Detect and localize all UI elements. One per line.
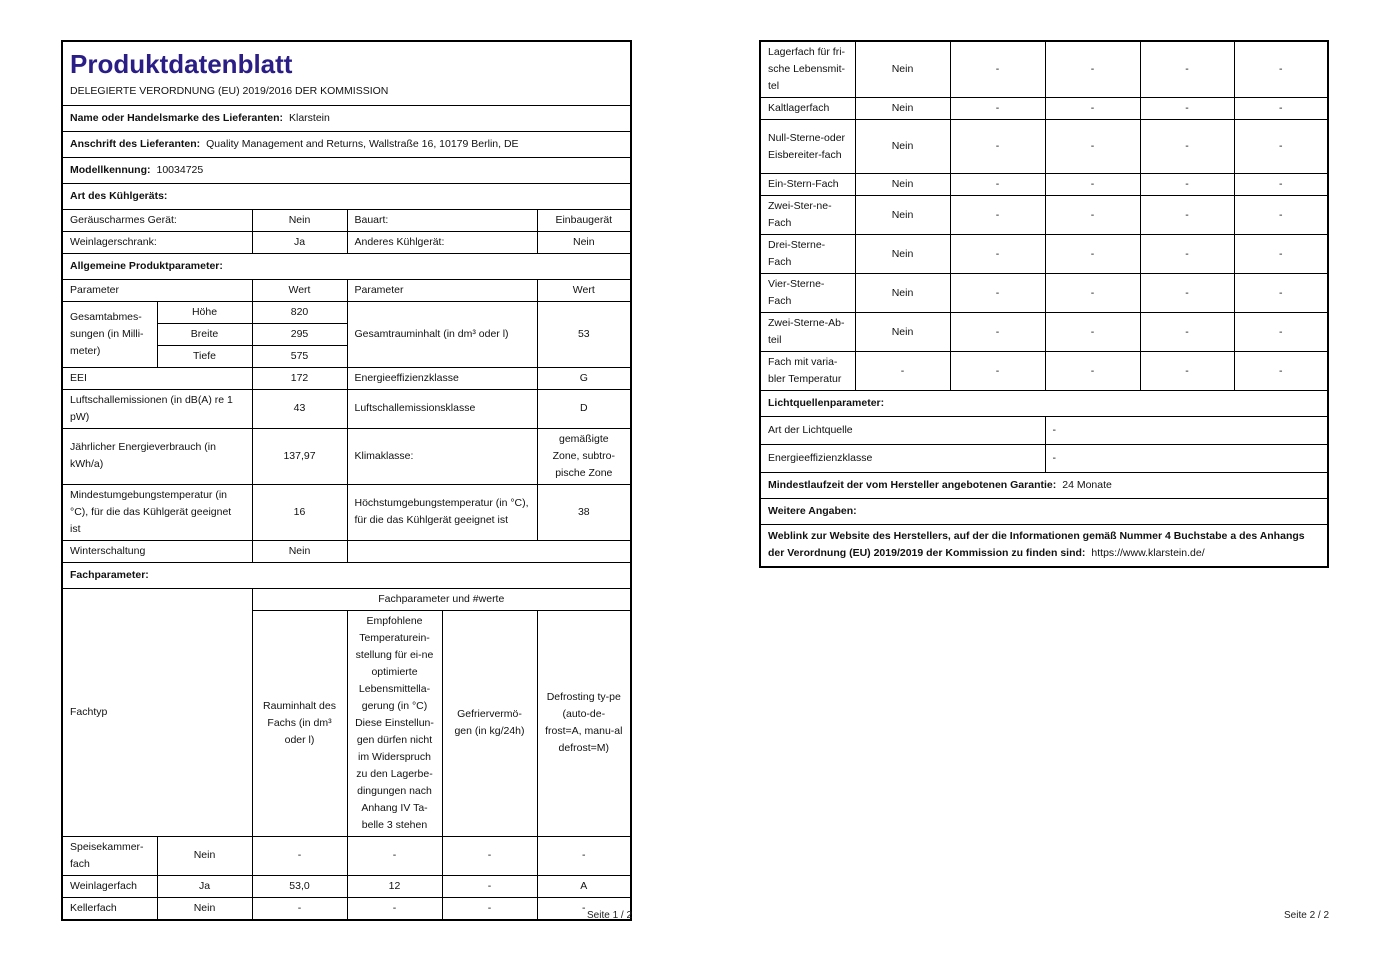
compartment-present: Nein bbox=[855, 313, 950, 352]
max-temp-label: Höchstumgebungstemperatur (in °C), für die das Kühlgerät geeignet ist bbox=[347, 484, 537, 540]
eei-value: 172 bbox=[252, 367, 347, 389]
light-class-value: - bbox=[1045, 445, 1328, 473]
page-2 bbox=[759, 40, 1329, 568]
compartment-temp: - bbox=[1045, 174, 1140, 196]
compartment-temp: - bbox=[347, 836, 442, 875]
comp-heading: Fachparameter: bbox=[62, 562, 631, 588]
compartment-name: Weinlagerfach bbox=[62, 875, 157, 897]
compartment-freeze: - bbox=[1140, 352, 1234, 391]
winter-empty bbox=[347, 540, 631, 562]
col-defrost-header: Defrosting ty-pe (auto-de-frost=A, manu-al defrost=M) bbox=[537, 610, 631, 836]
compartment-freeze: - bbox=[442, 875, 537, 897]
light-type-label: Art der Lichtquelle bbox=[760, 417, 1045, 445]
noise-class-value: D bbox=[537, 389, 631, 428]
eei-label: EEI bbox=[62, 367, 252, 389]
light-heading: Lichtquellenparameter: bbox=[760, 391, 1328, 417]
compartment-defrost: - bbox=[1234, 120, 1328, 174]
light-type-value: - bbox=[1045, 417, 1328, 445]
compartment-present: Nein bbox=[855, 120, 950, 174]
compartment-defrost: - bbox=[1234, 41, 1328, 98]
regulation-text: DELEGIERTE VERORDNUNG (EU) 2019/2016 DER KOMMISSION bbox=[70, 84, 389, 97]
compartment-name: Speisekammer-fach bbox=[62, 836, 157, 875]
compartment-defrost: A bbox=[537, 875, 631, 897]
product-data-table bbox=[61, 40, 632, 921]
address-value: Quality Management and Returns, Wallstraße 16, 10179 Berlin, DE bbox=[206, 137, 519, 150]
compartment-defrost: - bbox=[1234, 274, 1328, 313]
address-label: Anschrift des Lieferanten: bbox=[70, 137, 201, 150]
compartment-freeze: - bbox=[442, 897, 537, 920]
compartment-present: Nein bbox=[855, 41, 950, 98]
compartment-volume: - bbox=[950, 235, 1045, 274]
table-row bbox=[760, 274, 1328, 313]
compartment-name: Lagerfach für fri-sche Lebensmit-tel bbox=[760, 41, 855, 98]
depth-label: Tiefe bbox=[157, 345, 252, 367]
compartment-defrost: - bbox=[1234, 235, 1328, 274]
table-row bbox=[760, 352, 1328, 391]
further-heading: Weitere Angaben: bbox=[760, 499, 1328, 525]
height-label: Höhe bbox=[157, 301, 252, 323]
compartment-temp: - bbox=[1045, 352, 1140, 391]
depth-value: 575 bbox=[252, 345, 347, 367]
compartment-volume: - bbox=[950, 120, 1045, 174]
page-title: Produktdatenblatt bbox=[70, 48, 293, 79]
wine-label: Weinlagerschrank: bbox=[62, 231, 252, 253]
compartment-table-continued bbox=[759, 40, 1329, 568]
weblink-label: Weblink zur Website des Herstellers, auf der die Informationen gemäß Nummer 4 Buchstabe a des Anhangs der Verordnung (EU) 2019/2019 der Kommission zu finden sind: bbox=[768, 530, 1305, 560]
table-row bbox=[62, 875, 631, 897]
compartment-present: Ja bbox=[157, 875, 252, 897]
compartment-freeze: - bbox=[1140, 313, 1234, 352]
noise-value: 43 bbox=[252, 389, 347, 428]
compartment-freeze: - bbox=[1140, 120, 1234, 174]
supplier-value: Klarstein bbox=[289, 111, 330, 124]
weblink-value[interactable]: https://www.klarstein.de/ bbox=[1091, 547, 1205, 560]
dims-label: Gesamtabmes-sungen (in Milli-meter) bbox=[62, 301, 157, 367]
table-row bbox=[760, 196, 1328, 235]
min-temp-label: Mindestumgebungstemperatur (in °C), für die das Kühlgerät geeignet ist bbox=[62, 484, 252, 540]
compartment-defrost: - bbox=[1234, 174, 1328, 196]
compartment-name: Kaltlagerfach bbox=[760, 98, 855, 120]
volume-value: 53 bbox=[537, 301, 631, 367]
compartment-temp: - bbox=[1045, 120, 1140, 174]
compartment-temp: 12 bbox=[347, 875, 442, 897]
page-footer-1: Seite 1 / 2 bbox=[587, 910, 633, 921]
model-label: Modellkennung: bbox=[70, 163, 151, 176]
compartment-temp: - bbox=[1045, 98, 1140, 120]
compartment-freeze: - bbox=[442, 836, 537, 875]
supplier-row bbox=[62, 105, 631, 131]
table-row bbox=[760, 120, 1328, 174]
compartment-volume: - bbox=[950, 174, 1045, 196]
compartment-temp: - bbox=[1045, 313, 1140, 352]
compartment-present: Nein bbox=[855, 196, 950, 235]
table-row bbox=[62, 897, 631, 920]
col-volume-header: Rauminhalt des Fachs (in dm³ oder l) bbox=[252, 610, 347, 836]
compartment-present: Nein bbox=[855, 98, 950, 120]
table-row bbox=[760, 174, 1328, 196]
warranty-value: 24 Monate bbox=[1062, 479, 1112, 491]
compartment-defrost: - bbox=[1234, 352, 1328, 391]
compartment-present: Nein bbox=[855, 274, 950, 313]
energy-class-label: Energieeffizienzklasse bbox=[347, 367, 537, 389]
max-temp-value: 38 bbox=[537, 484, 631, 540]
compartment-defrost: - bbox=[1234, 98, 1328, 120]
annual-label: Jährlicher Energieverbrauch (in kWh/a) bbox=[62, 428, 252, 484]
compartment-temp: - bbox=[1045, 41, 1140, 98]
height-value: 820 bbox=[252, 301, 347, 323]
page-footer-2: Seite 2 / 2 bbox=[1284, 910, 1330, 921]
compartment-freeze: - bbox=[1140, 174, 1234, 196]
value-header-left: Wert bbox=[252, 279, 347, 301]
comp-type-header: Fachtyp bbox=[62, 588, 252, 836]
compartment-temp: - bbox=[1045, 274, 1140, 313]
table-row bbox=[760, 41, 1328, 98]
other-label: Anderes Kühlgerät: bbox=[347, 231, 537, 253]
col-temp-header: Empfohlene Temperaturein-stellung für ei-ne optimierte Lebensmittella-gerung (in °C) Diese Einstellun-gen dürfen nicht im Widerspruch zu den Lagerbe-dingungen nach Anhang IV Ta-belle 3 stehen bbox=[347, 610, 442, 836]
low-noise-label: Geräuscharmes Gerät: bbox=[62, 209, 252, 231]
compartment-name: Drei-Sterne-Fach bbox=[760, 235, 855, 274]
compartment-present: Nein bbox=[855, 174, 950, 196]
other-value: Nein bbox=[537, 231, 631, 253]
page-1 bbox=[61, 40, 632, 921]
supplier-label: Name oder Handelsmarke des Lieferanten: bbox=[70, 111, 283, 124]
noise-class-label: Luftschallemissionsklasse bbox=[347, 389, 537, 428]
energy-class-value: G bbox=[537, 367, 631, 389]
design-label: Bauart: bbox=[347, 209, 537, 231]
compartment-freeze: - bbox=[1140, 235, 1234, 274]
compartment-freeze: - bbox=[1140, 274, 1234, 313]
compartment-volume: - bbox=[950, 352, 1045, 391]
volume-label: Gesamtrauminhalt (in dm³ oder l) bbox=[347, 301, 537, 367]
compartment-volume: - bbox=[950, 196, 1045, 235]
climate-label: Klimaklasse: bbox=[347, 428, 537, 484]
compartment-volume: - bbox=[950, 313, 1045, 352]
param-header-left: Parameter bbox=[62, 279, 252, 301]
model-row bbox=[62, 157, 631, 183]
compartment-name: Zwei-Sterne-Ab-teil bbox=[760, 313, 855, 352]
winter-value: Nein bbox=[252, 540, 347, 562]
general-heading: Allgemeine Produktparameter: bbox=[62, 253, 631, 279]
param-header-right: Parameter bbox=[347, 279, 537, 301]
width-label: Breite bbox=[157, 323, 252, 345]
compartment-volume: - bbox=[950, 41, 1045, 98]
table-row bbox=[760, 313, 1328, 352]
annual-value: 137,97 bbox=[252, 428, 347, 484]
low-noise-value: Nein bbox=[252, 209, 347, 231]
compartment-present: - bbox=[855, 352, 950, 391]
address-row bbox=[62, 131, 631, 157]
warranty-row bbox=[760, 473, 1328, 499]
warranty-label: Mindestlaufzeit der vom Hersteller angebotenen Garantie: bbox=[768, 479, 1057, 491]
compartment-name: Zwei-Ster-ne-Fach bbox=[760, 196, 855, 235]
compartment-defrost: - bbox=[1234, 313, 1328, 352]
compartment-freeze: - bbox=[1140, 41, 1234, 98]
compartment-volume: - bbox=[950, 274, 1045, 313]
compartment-name: Ein-Stern-Fach bbox=[760, 174, 855, 196]
weblink-row bbox=[760, 525, 1328, 567]
compartment-volume: 53,0 bbox=[252, 875, 347, 897]
header-cell bbox=[62, 41, 631, 105]
compartment-name: Kellerfach bbox=[62, 897, 157, 920]
compartment-name: Null-Sterne-oder Eisbereiter-fach bbox=[760, 120, 855, 174]
compartment-temp: - bbox=[1045, 196, 1140, 235]
table-row bbox=[760, 235, 1328, 274]
min-temp-value: 16 bbox=[252, 484, 347, 540]
compartment-present: Nein bbox=[157, 836, 252, 875]
compartment-volume: - bbox=[252, 897, 347, 920]
wine-value: Ja bbox=[252, 231, 347, 253]
compartment-temp: - bbox=[1045, 235, 1140, 274]
compartment-temp: - bbox=[347, 897, 442, 920]
table-row bbox=[62, 836, 631, 875]
type-heading: Art des Kühlgeräts: bbox=[62, 183, 631, 209]
compartment-freeze: - bbox=[1140, 98, 1234, 120]
compartment-present: Nein bbox=[157, 897, 252, 920]
comp-params-header: Fachparameter und #werte bbox=[252, 588, 631, 610]
compartment-present: Nein bbox=[855, 235, 950, 274]
value-header-right: Wert bbox=[537, 279, 631, 301]
noise-label: Luftschallemissionen (in dB(A) re 1 pW) bbox=[62, 389, 252, 428]
winter-label: Winterschaltung bbox=[62, 540, 252, 562]
compartment-name: Fach mit varia-bler Temperatur bbox=[760, 352, 855, 391]
compartment-defrost: - bbox=[1234, 196, 1328, 235]
compartment-freeze: - bbox=[1140, 196, 1234, 235]
model-value: 10034725 bbox=[156, 163, 204, 176]
compartment-defrost: - bbox=[537, 836, 631, 875]
compartment-defrost: - bbox=[537, 897, 631, 920]
table-row bbox=[760, 98, 1328, 120]
light-class-label: Energieeffizienzklasse bbox=[760, 445, 1045, 473]
compartment-volume: - bbox=[252, 836, 347, 875]
climate-value: gemäßigte Zone, subtro-pische Zone bbox=[537, 428, 631, 484]
design-value: Einbaugerät bbox=[537, 209, 631, 231]
width-value: 295 bbox=[252, 323, 347, 345]
col-freeze-header: Gefriervermö-gen (in kg/24h) bbox=[442, 610, 537, 836]
compartment-name: Vier-Sterne-Fach bbox=[760, 274, 855, 313]
compartment-volume: - bbox=[950, 98, 1045, 120]
